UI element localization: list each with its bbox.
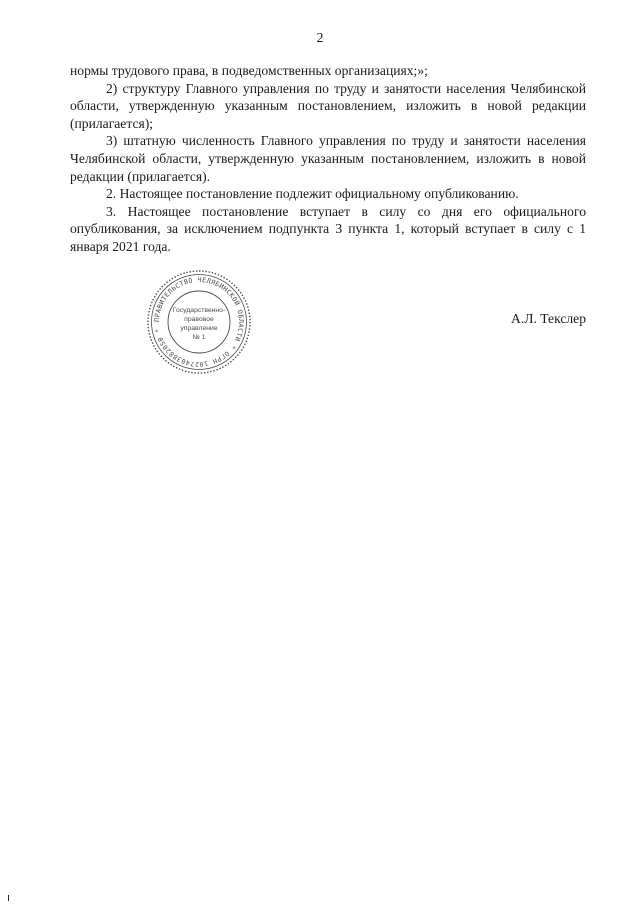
scan-edge-mark xyxy=(8,895,9,901)
seal-center-line-4: № 1 xyxy=(192,334,206,341)
paragraph-4: 2. Настоящее постановление подлежит официальному опубликованию. xyxy=(106,186,519,202)
seal-ring-text: ПРАВИТЕЛЬСТВО ЧЕЛЯБИНСКОЙ ОБЛАСТИ * ОГРН 1027403882050 * xyxy=(152,275,246,369)
paragraph-5: 3. Настоящее постановление вступает в силу со дня его официального опубликования, за исключением подпункта 3 пункта 1, который вступает в силу с 1 января 2021 года. xyxy=(70,203,586,254)
seal-center-line-1: Государственно- xyxy=(172,307,226,314)
signatory-name: А.Л. Текслер xyxy=(511,311,586,326)
page-number: 2 xyxy=(316,31,324,46)
seal-center-line-2: правовое xyxy=(184,316,214,323)
paragraph-2: 2) структуру Главного управления по труду и занятости населения Челябинской области, утвержденную указанным постановлением, изложить в новой редакции (прилагается); xyxy=(70,80,586,131)
seal-center-line-3: управление xyxy=(180,325,218,332)
seal-graphic xyxy=(146,269,252,375)
official-seal xyxy=(146,269,252,375)
document-body xyxy=(70,62,586,256)
paragraph-3: 3) штатную численность Главного управления по труду и занятости населения Челябинской области, утвержденную указанным постановлением, изложить в новой редакции (прилагается). xyxy=(70,133,586,184)
paragraph-1: нормы трудового права, в подведомственных организациях;»; xyxy=(70,63,428,78)
